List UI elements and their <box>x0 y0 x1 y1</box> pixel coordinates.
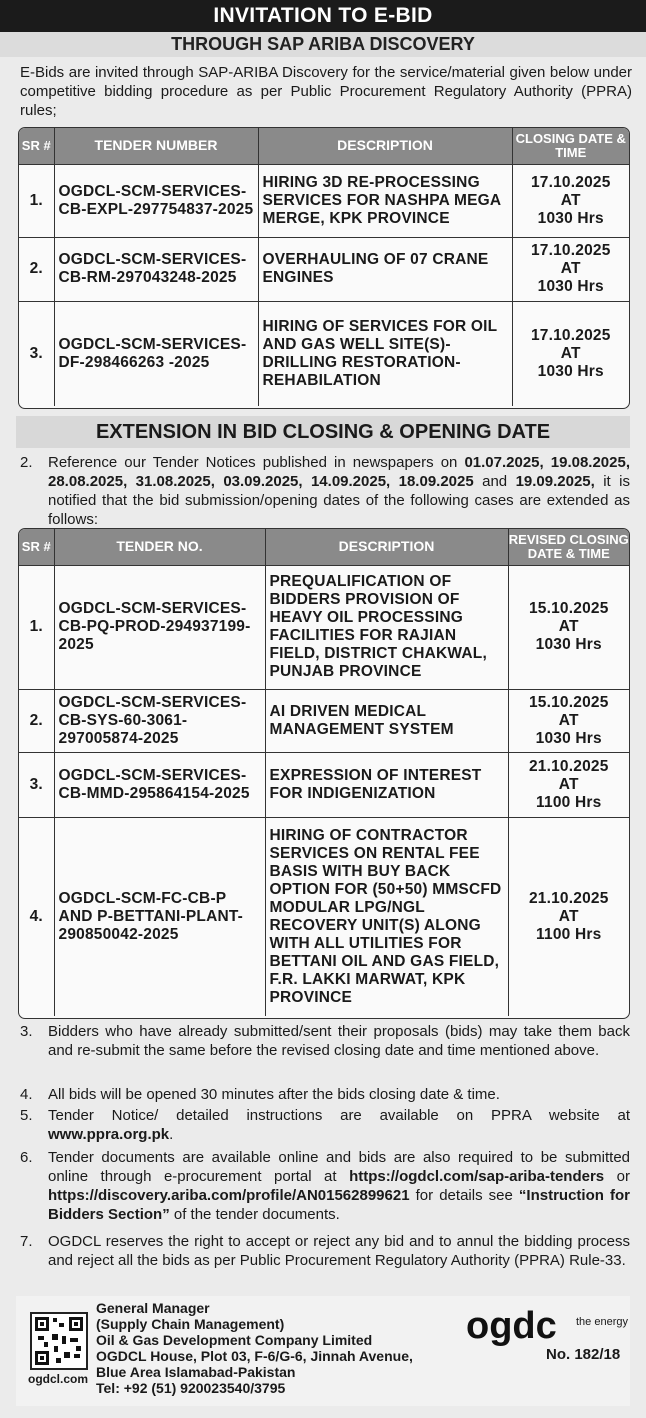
note-number: 2. <box>20 454 33 471</box>
table-row <box>19 164 629 237</box>
note-text: Reference our Tender Notices published in newspapers on 01.07.2025, 19.08.2025, 28.08.2025, 31.08.2025, 03.09.2025, 14.09.2025, 18.09.2025 and 19.09.2025, it is notified that the bid submission/opening dates of the following cases are extended as follows: <box>48 454 630 528</box>
row-tender: OGDCL-SCM-SERVICES-DF-298466263 -2025 <box>54 301 258 406</box>
col-header-tender: TENDER NUMBER <box>54 128 258 164</box>
row-date: 17.10.2025 AT 1030 Hrs <box>512 164 629 237</box>
row-date: 15.10.2025 AT 1030 Hrs <box>508 565 629 689</box>
note-number: 5. <box>20 1107 33 1124</box>
contact-line: General Manager <box>96 1300 210 1316</box>
contact-line: Tel: +92 (51) 920023540/3795 <box>96 1380 286 1396</box>
row-date: 15.10.2025 AT 1030 Hrs <box>508 689 629 752</box>
ad-number: No. 182/18 <box>546 1346 621 1363</box>
row-sr: 3. <box>19 301 54 406</box>
page-subtitle: THROUGH SAP ARIBA DISCOVERY <box>0 32 646 57</box>
col-header-description: DESCRIPTION <box>265 529 508 565</box>
qr-url: ogdcl.com <box>28 1372 89 1386</box>
table-row <box>19 565 629 689</box>
note-number: 7. <box>20 1233 33 1250</box>
tender-table <box>18 127 630 409</box>
row-sr: 4. <box>19 817 54 1016</box>
note-number: 3. <box>20 1023 33 1040</box>
logo-tagline: the energy <box>576 1316 628 1328</box>
ariba-discovery-link[interactable]: https://discovery.ariba.com/profile/AN01562899621 <box>48 1187 410 1204</box>
note-2 <box>20 453 630 529</box>
row-tender: OGDCL-SCM-SERVICES-CB-SYS-60-3061-297005874-2025 <box>54 689 265 752</box>
note-4 <box>20 1085 630 1104</box>
table-row <box>19 301 629 406</box>
row-tender: OGDCL-SCM-SERVICES-CB-PQ-PROD-294937199-2025 <box>54 565 265 689</box>
page-title: INVITATION TO E-BID <box>0 0 646 32</box>
row-description: EXPRESSION OF INTEREST FOR INDIGENIZATION <box>265 752 508 817</box>
contact-line: OGDCL House, Plot 03, F-6/G-6, Jinnah Avenue, <box>96 1348 413 1364</box>
col-header-revised-closing: REVISED CLOSING DATE & TIME <box>508 529 629 565</box>
extension-table <box>18 528 630 1019</box>
row-tender: OGDCL-SCM-FC-CB-P AND P-BETTANI-PLANT-290850042-2025 <box>54 817 265 1016</box>
row-sr: 1. <box>19 565 54 689</box>
note-number: 4. <box>20 1086 33 1103</box>
row-date: 17.10.2025 AT 1030 Hrs <box>512 237 629 301</box>
table-row <box>19 752 629 817</box>
ogdcl-ariba-link[interactable]: https://ogdcl.com/sap-ariba-tenders <box>349 1168 605 1185</box>
note-text: OGDCL reserves the right to accept or reject any bid and to annul the bidding process and reject all the bids as per Public Procurement Regulatory Authority (PPRA) Rule-33. <box>48 1233 630 1269</box>
note-text: Tender documents are available online and bids are also required to be submitted online through e-procurement portal at https://ogdcl.com/sap-ariba-tenders or https://discovery.ariba.com/profile/AN01562899621 for details see “Instruction for Bidders Section” of the tender documents. <box>48 1149 630 1223</box>
row-date: 17.10.2025 AT 1030 Hrs <box>530 326 611 380</box>
note-text: All bids will be opened 30 minutes after the bids closing date & time. <box>48 1086 500 1103</box>
note-text: Tender Notice/ detailed instructions are available on PPRA website at www.ppra.org.pk. <box>48 1107 630 1143</box>
col-header-sr: SR # <box>19 128 54 164</box>
col-header-sr: SR # <box>19 529 54 565</box>
row-date: 21.10.2025 AT 1100 Hrs <box>508 752 629 817</box>
note-5 <box>20 1106 630 1144</box>
row-sr: 2. <box>19 689 54 752</box>
row-date: 21.10.2025 AT 1100 Hrs <box>528 889 609 943</box>
row-description: HIRING OF SERVICES FOR OIL AND GAS WELL SITE(S)-DRILLING RESTORATION-REHABILATION <box>258 301 512 406</box>
contact-block <box>96 1300 456 1396</box>
footer <box>16 1296 630 1406</box>
contact-line: (Supply Chain Management) <box>96 1316 285 1332</box>
row-description: AI DRIVEN MEDICAL MANAGEMENT SYSTEM <box>265 689 508 752</box>
row-sr: 2. <box>19 237 54 301</box>
row-tender: OGDCL-SCM-SERVICES-CB-EXPL-297754837-2025 <box>54 164 258 237</box>
note-number: 6. <box>20 1149 33 1166</box>
contact-line: Blue Area Islamabad-Pakistan <box>96 1364 296 1380</box>
contact-line: Oil & Gas Development Company Limited <box>96 1332 373 1348</box>
extension-section-title: EXTENSION IN BID CLOSING & OPENING DATE <box>16 416 630 448</box>
table-row <box>19 817 629 1016</box>
table-row <box>19 689 629 752</box>
ppra-link[interactable]: www.ppra.org.pk <box>48 1126 170 1143</box>
svg-text:ogdc: ogdc <box>466 1306 557 1346</box>
row-description: PREQUALIFICATION OF BIDDERS PROVISION OF HEAVY OIL PROCESSING FACILITIES FOR RAJIAN FIELD, DISTRICT CHAKWAL, PUNJAB PROVINCE <box>265 565 508 689</box>
row-tender: OGDCL-SCM-SERVICES-CB-MMD-295864154-2025 <box>54 752 265 817</box>
table-row <box>19 237 629 301</box>
row-description: HIRING OF CONTRACTOR SERVICES ON RENTAL FEE BASIS WITH BUY BACK OPTION FOR (50+50) MMSCFD MODULAR LPG/NGL RECOVERY UNIT(S) ALONG WITH ALL UTILITIES FOR BETTANI OIL AND GAS FIELD, F.R. LAKKI MARWAT, KPK PROVINCE <box>265 817 508 1016</box>
col-header-tender: TENDER NO. <box>54 529 265 565</box>
row-description: OVERHAULING OF 07 CRANE ENGINES <box>258 237 512 301</box>
qr-code-icon <box>30 1312 88 1370</box>
intro-paragraph: E-Bids are invited through SAP-ARIBA Discovery for the service/material given below under competitive bidding procedure as per Public Procurement Regulatory Authority (PPRA) rules; <box>20 64 632 119</box>
col-header-description: DESCRIPTION <box>258 128 512 164</box>
note-6 <box>20 1148 630 1224</box>
note-3 <box>20 1022 630 1060</box>
note-7 <box>20 1232 630 1270</box>
note-text: Bidders who have already submitted/sent their proposals (bids) may take them back and re-submit the same before the revised closing date and time mentioned above. <box>48 1023 630 1059</box>
col-header-closing: CLOSING DATE & TIME <box>512 128 629 164</box>
row-tender: OGDCL-SCM-SERVICES-CB-RM-297043248-2025 <box>54 237 258 301</box>
row-description: HIRING 3D RE-PROCESSING SERVICES FOR NASHPA MEGA MERGE, KPK PROVINCE <box>258 164 512 237</box>
row-sr: 1. <box>19 164 54 237</box>
row-sr: 3. <box>19 752 54 817</box>
